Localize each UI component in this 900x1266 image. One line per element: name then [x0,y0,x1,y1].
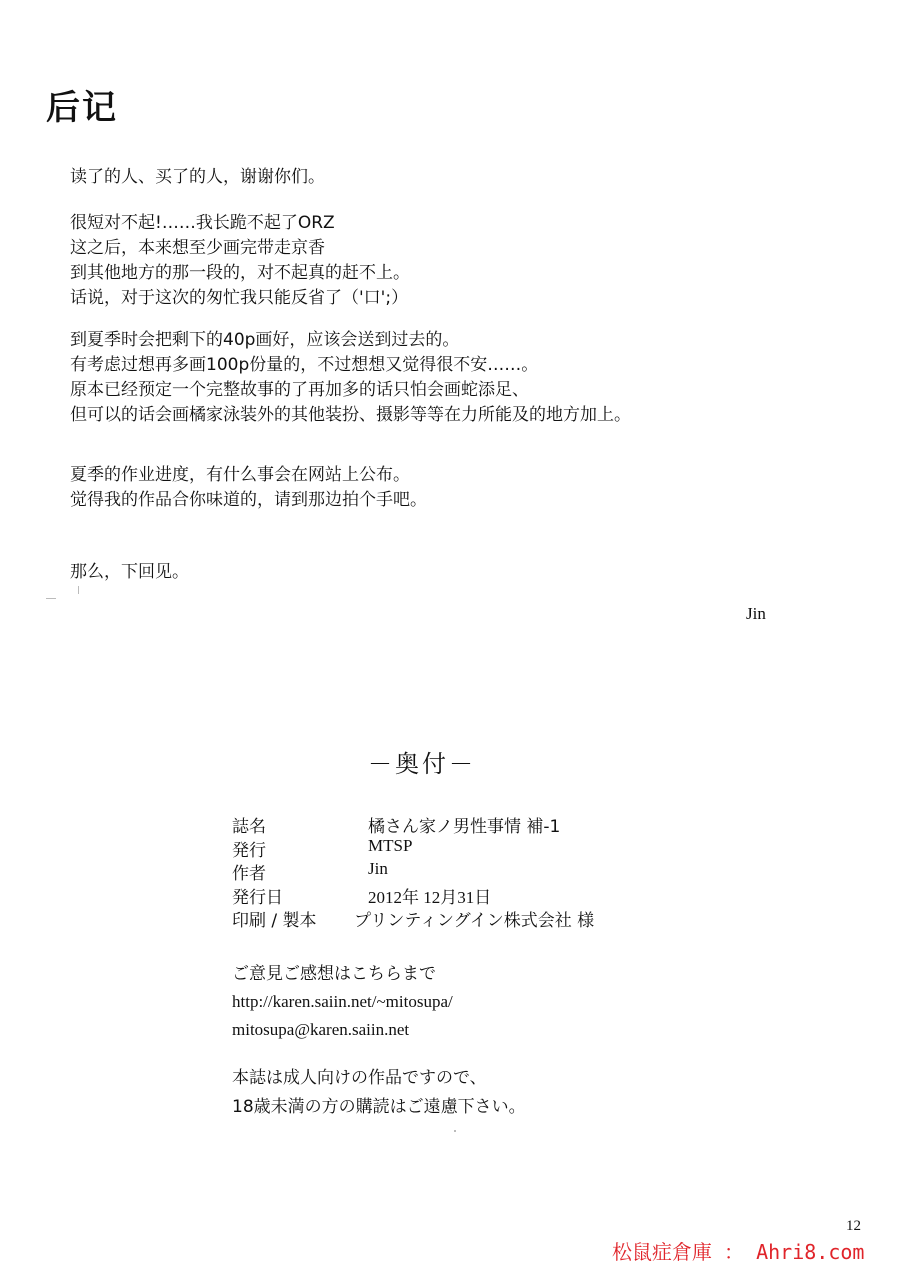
colophon-title: －奥付－ [368,750,476,778]
colophon-label: 発行日 [232,887,283,908]
age-notice [232,1064,526,1122]
afterword-paragraph-3 [70,328,631,428]
signature: Jin [746,604,766,623]
scan-speck [78,586,79,594]
text-line: 有考虑过想再多画100p份量的，不过想想又觉得很不安……。 [70,355,539,375]
text-line: 那么，下回见。 [70,562,189,582]
text-line: 到其他地方的那一段的，对不起真的赶不上。 [70,263,410,283]
colophon-value: 橘さん家ノ男性事情 補-1 [368,817,561,837]
page-number: 12 [846,1218,861,1234]
watermark: 松鼠症倉庫 ： Ahri8.com [612,1240,865,1264]
colophon-label: 印刷 / 製本 [232,911,317,931]
colophon-value: MTSP [368,835,413,855]
text-line: 到夏季时会把剩下的40p画好，应该会送到过去的。 [70,330,460,350]
colophon-value: Jin [368,859,388,878]
scan-speck [46,598,56,599]
colophon-value: プリンティングイン株式会社 様 [354,911,595,931]
text-line: 很短对不起!……我长跪不起了ORZ [70,213,335,233]
text-line: 话说，对于这次的匆忙我只能反省了（'口';） [70,288,409,308]
notice-line: 本誌は成人向けの作品ですので、 [232,1068,487,1088]
email-address: mitosupa@karen.saiin.net [232,1020,410,1039]
text-line: 这之后，本来想至少画完带走京香 [70,238,325,258]
colophon-label: 作者 [232,864,266,884]
afterword-paragraph-2 [70,211,410,311]
afterword-paragraph-1 [70,165,325,190]
colophon-label: 発行 [232,840,266,861]
contact-block [232,960,453,1044]
colophon-value: 2012年 12月31日 [368,887,492,907]
afterword-paragraph-5 [70,560,189,585]
website-url: http://karen.saiin.net/~mitosupa/ [232,992,453,1011]
colophon-label: 誌名 [232,817,266,837]
scan-speck [454,1130,456,1132]
notice-line: 18歳未満の方の購読はご遠慮下さい。 [232,1097,526,1117]
afterword-title: 后记 [46,88,118,128]
text-line: 觉得我的作品合你味道的，请到那边拍个手吧。 [70,490,427,510]
text-line: 夏季的作业进度，有什么事会在网站上公布。 [70,465,410,485]
contact-heading: ご意見ご感想はこちらまで [232,964,436,984]
text-line: 读了的人、买了的人，谢谢你们。 [70,167,325,187]
text-line: 原本已经预定一个完整故事的了再加多的话只怕会画蛇添足、 [70,380,529,400]
afterword-paragraph-4 [70,463,427,513]
text-line: 但可以的话会画橘家泳装外的其他装扮、摄影等等在力所能及的地方加上。 [70,405,631,425]
